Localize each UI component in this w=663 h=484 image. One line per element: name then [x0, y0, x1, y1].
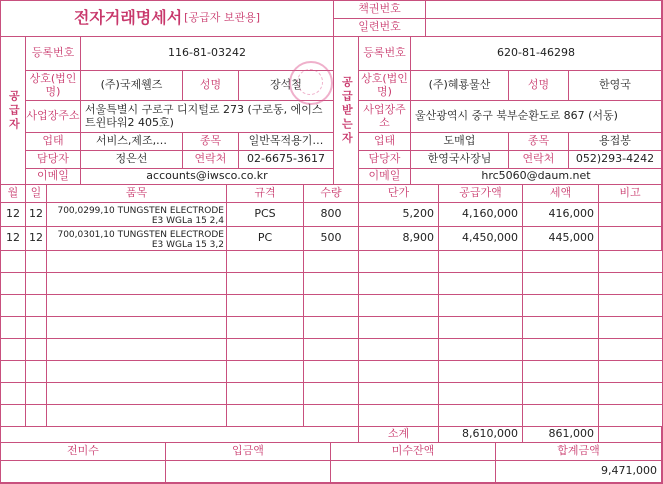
- row1-product-line2: E3 WGLa 15 2,4: [151, 216, 224, 226]
- grand-total-label: 합계금액: [496, 443, 662, 461]
- receiver-side-label: 공급받는자: [334, 37, 359, 185]
- receiver-biz-item-label: 종목: [509, 133, 569, 151]
- row1-product: [47, 203, 227, 227]
- doc-title-area: [1, 1, 334, 37]
- deposit-label: 입금액: [166, 443, 331, 461]
- supplier-address-label: 사업장주소: [26, 101, 81, 133]
- supplier-biz-item: 일반목적용기…: [239, 133, 334, 151]
- supplier-company-label: 상호(법인명): [26, 71, 81, 101]
- supplier-name: 장석철: [239, 71, 334, 101]
- supplier-company: (주)국제웰즈: [81, 71, 183, 101]
- receiver-contact: 052)293-4242: [569, 151, 662, 169]
- row2-note: [599, 227, 662, 251]
- col-note: 비고: [599, 185, 662, 203]
- col-qty: 수량: [304, 185, 359, 203]
- row1-supply: 4,160,000: [439, 203, 523, 227]
- row2-tax: 445,000: [523, 227, 599, 251]
- balance-value: [331, 461, 496, 483]
- book-no-value: [426, 1, 662, 19]
- col-supply: 공급가액: [439, 185, 523, 203]
- receiver-name-label: 성명: [509, 71, 569, 101]
- supplier-biz-type: 서비스,제조,…: [81, 133, 183, 151]
- supplier-reg-label: 등록번호: [26, 37, 81, 71]
- supplier-contact: 02-6675-3617: [239, 151, 334, 169]
- receiver-biz-type-label: 업태: [359, 133, 411, 151]
- col-tax: 세액: [523, 185, 599, 203]
- col-product: 품목: [47, 185, 227, 203]
- grand-total-value: 9,471,000: [496, 461, 662, 483]
- balance-label: 미수잔액: [331, 443, 496, 461]
- receiver-company-label: 상호(법인명): [359, 71, 411, 101]
- receiver-reg-no: 620-81-46298: [411, 37, 662, 71]
- col-unit-price: 단가: [359, 185, 439, 203]
- receiver-reg-label: 등록번호: [359, 37, 411, 71]
- supplier-manager-label: 담당자: [26, 151, 81, 169]
- receiver-name: 한영국: [569, 71, 662, 101]
- receiver-address: 울산광역시 중구 북부순환도로 867 (서동): [411, 101, 662, 133]
- book-no-label: 책권번호: [334, 1, 426, 19]
- deposit-value: [166, 461, 331, 483]
- receiver-email-label: 이메일: [359, 169, 411, 185]
- row1-note: [599, 203, 662, 227]
- supplier-manager: 정은선: [81, 151, 183, 169]
- row1-product-line1: 700,0299,10 TUNGSTEN ELECTRODE: [57, 206, 224, 216]
- receiver-biz-type: 도매업: [411, 133, 509, 151]
- col-spec: 규격: [227, 185, 304, 203]
- supplier-biz-item-label: 종목: [183, 133, 239, 151]
- receiver-manager: 한영국사장님: [411, 151, 509, 169]
- row2-spec: PC: [227, 227, 304, 251]
- row1-day: 12: [26, 203, 47, 227]
- row2-supply: 4,450,000: [439, 227, 523, 251]
- row2-qty: 500: [304, 227, 359, 251]
- receiver-email: hrc5060@daum.net: [411, 169, 662, 185]
- unpaid-value: [1, 461, 166, 483]
- subtotal-blank: [1, 427, 359, 443]
- subtotal-supply: 8,610,000: [439, 427, 523, 443]
- receiver-manager-label: 담당자: [359, 151, 411, 169]
- col-month: 월: [1, 185, 26, 203]
- subtotal-note: [599, 427, 662, 443]
- row1-tax: 416,000: [523, 203, 599, 227]
- row2-product-line2: E3 WGLa 15 3,2: [151, 240, 224, 250]
- supplier-contact-label: 연락처: [183, 151, 239, 169]
- row2-month: 12: [1, 227, 26, 251]
- receiver-contact-label: 연락처: [509, 151, 569, 169]
- supplier-biz-type-label: 업태: [26, 133, 81, 151]
- serial-no-label: 일련번호: [334, 19, 426, 37]
- col-day: 일: [26, 185, 47, 203]
- receiver-biz-item: 용접봉: [569, 133, 662, 151]
- supplier-address: 서울특별시 구로구 디지털로 273 (구로동, 에이스트윈타워2 405호): [81, 101, 334, 133]
- row2-product-line1: 700,0301,10 TUNGSTEN ELECTRODE: [57, 230, 224, 240]
- supplier-name-label: 성명: [183, 71, 239, 101]
- unpaid-label: 전미수: [1, 443, 166, 461]
- row1-month: 12: [1, 203, 26, 227]
- row1-unit-price: 5,200: [359, 203, 439, 227]
- supplier-reg-no: 116-81-03242: [81, 37, 334, 71]
- row2-unit-price: 8,900: [359, 227, 439, 251]
- empty-item-rows: [1, 251, 662, 427]
- subtotal-tax: 861,000: [523, 427, 599, 443]
- supplier-side-label: 공급자: [1, 37, 26, 185]
- row2-day: 12: [26, 227, 47, 251]
- supplier-email-label: 이메일: [26, 169, 81, 185]
- row1-spec: PCS: [227, 203, 304, 227]
- doc-title: 전자거래명세서: [73, 8, 183, 28]
- serial-no-value: [426, 19, 662, 37]
- receiver-address-label: 사업장주소: [359, 101, 411, 133]
- supplier-email: accounts@iwsco.co.kr: [81, 169, 334, 185]
- row2-product: [47, 227, 227, 251]
- subtotal-label: 소계: [359, 427, 439, 443]
- receiver-company: (주)혜룡물산: [411, 71, 509, 101]
- row1-qty: 800: [304, 203, 359, 227]
- copy-label: [공급자 보관용]: [184, 11, 261, 25]
- company-seal: [289, 61, 333, 105]
